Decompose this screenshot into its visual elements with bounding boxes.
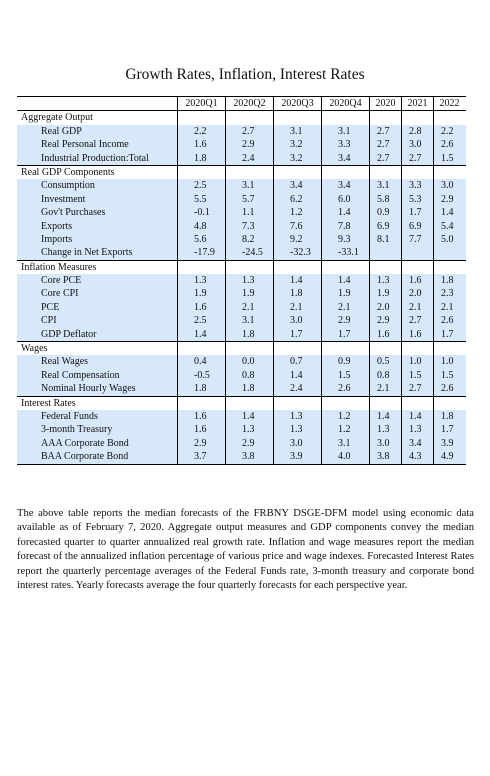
section-name: Wages [21, 343, 48, 355]
value-cell: 1.9 [369, 287, 401, 300]
value-cell: 1.4 [433, 206, 465, 219]
section-rule [17, 464, 466, 465]
column-header: 2020Q1 [177, 97, 225, 110]
row-label: Real Personal Income [41, 139, 129, 151]
value-cell: 2.5 [177, 179, 225, 192]
value-cell: 6.9 [369, 220, 401, 233]
section-spacer-cell [225, 261, 273, 274]
section-spacer-cell [273, 166, 321, 179]
value-cell: 2.6 [433, 314, 465, 327]
value-cell: 2.1 [433, 301, 465, 314]
value-cell: 2.9 [433, 193, 465, 206]
section-spacer-cell [321, 166, 369, 179]
column-header: 2020Q2 [225, 97, 273, 110]
value-cell: 1.4 [321, 274, 369, 287]
value-cell: 0.8 [225, 369, 273, 382]
table-row [17, 355, 466, 368]
row-label: Investment [41, 193, 86, 205]
section-spacer-cell [273, 342, 321, 355]
row-label: Industrial Production:Total [41, 152, 149, 164]
section-header-row [17, 166, 466, 179]
section-name: Aggregate Output [21, 112, 93, 124]
value-cell: 1.3 [273, 423, 321, 436]
row-label: Imports [41, 233, 73, 245]
value-cell: 5.7 [225, 193, 273, 206]
value-cell: 1.9 [225, 287, 273, 300]
value-cell: 3.1 [225, 314, 273, 327]
value-cell: 1.1 [225, 206, 273, 219]
value-cell: 0.7 [273, 355, 321, 368]
value-cell: 1.4 [225, 410, 273, 423]
value-cell: 2.1 [273, 301, 321, 314]
value-cell: 1.5 [433, 152, 465, 165]
value-cell: 1.7 [321, 328, 369, 341]
value-cell: 1.3 [369, 423, 401, 436]
value-cell: 1.6 [177, 301, 225, 314]
section-name: Real GDP Components [21, 166, 115, 178]
section-name: Inflation Measures [21, 261, 97, 273]
value-cell: 6.2 [273, 193, 321, 206]
value-cell: 2.5 [177, 314, 225, 327]
value-cell: 2.0 [401, 287, 433, 300]
value-cell: 3.1 [369, 179, 401, 192]
value-cell: 2.9 [369, 314, 401, 327]
value-cell: 2.2 [177, 125, 225, 138]
value-cell [401, 246, 433, 259]
value-cell: 3.8 [369, 450, 401, 463]
section-spacer-cell [321, 111, 369, 124]
value-cell: 1.9 [177, 287, 225, 300]
value-cell: 9.2 [273, 233, 321, 246]
table-row [17, 437, 466, 450]
row-label: BAA Corporate Bond [41, 451, 129, 463]
section-spacer-cell [177, 111, 225, 124]
value-cell: 7.8 [321, 220, 369, 233]
section-header-row [17, 397, 466, 410]
row-label: Gov't Purchases [41, 207, 106, 219]
value-cell: -32.3 [273, 246, 321, 259]
table-row [17, 382, 466, 395]
row-label: Core CPI [41, 288, 79, 300]
table-row [17, 314, 466, 327]
value-cell: 2.9 [225, 437, 273, 450]
value-cell: 3.0 [401, 138, 433, 151]
value-cell: 3.8 [225, 450, 273, 463]
table-row [17, 206, 466, 219]
value-cell: 1.6 [369, 328, 401, 341]
value-cell: 4.0 [321, 450, 369, 463]
section-spacer-cell [401, 261, 433, 274]
value-cell: -0.5 [177, 369, 225, 382]
section-spacer-cell [401, 166, 433, 179]
value-cell: 2.7 [369, 152, 401, 165]
column-header: 2020 [369, 97, 401, 110]
value-cell: 5.4 [433, 220, 465, 233]
value-cell: 1.9 [321, 287, 369, 300]
header-label-cell [17, 97, 177, 110]
value-cell: 1.2 [321, 423, 369, 436]
value-cell: 3.4 [321, 179, 369, 192]
section-name: Interest Rates [21, 397, 76, 409]
column-header: 2021 [401, 97, 433, 110]
table-row [17, 179, 466, 192]
value-cell: 3.1 [321, 125, 369, 138]
row-label: 3-month Treasury [41, 424, 113, 436]
value-cell: 7.7 [401, 233, 433, 246]
value-cell: 1.8 [433, 410, 465, 423]
value-cell: 3.3 [401, 179, 433, 192]
value-cell: 1.6 [401, 274, 433, 287]
value-cell: 1.8 [273, 287, 321, 300]
value-cell: 0.5 [369, 355, 401, 368]
value-cell: 1.4 [273, 274, 321, 287]
section-spacer-cell [225, 397, 273, 410]
table-row [17, 450, 466, 463]
value-cell: 0.0 [225, 355, 273, 368]
value-cell: 1.6 [177, 423, 225, 436]
table-row [17, 152, 466, 165]
section-spacer-cell [369, 397, 401, 410]
value-cell: 3.0 [273, 314, 321, 327]
value-cell: -0.1 [177, 206, 225, 219]
value-cell: 1.4 [273, 369, 321, 382]
value-cell: 1.3 [401, 423, 433, 436]
value-cell: 1.5 [433, 369, 465, 382]
row-label: Change in Net Exports [41, 247, 133, 259]
value-cell: 1.5 [321, 369, 369, 382]
value-cell: 3.0 [433, 179, 465, 192]
value-cell: 0.4 [177, 355, 225, 368]
section-header-row [17, 111, 466, 124]
section-header-row [17, 342, 466, 355]
section-spacer-cell [225, 166, 273, 179]
table-row [17, 328, 466, 341]
row-label: CPI [41, 315, 57, 327]
value-cell: 1.5 [401, 369, 433, 382]
section-spacer-cell [433, 342, 465, 355]
value-cell: 3.9 [433, 437, 465, 450]
row-label: Consumption [41, 180, 95, 192]
value-cell: 4.9 [433, 450, 465, 463]
value-cell: 0.9 [369, 206, 401, 219]
table-header-row [17, 97, 466, 110]
value-cell: 1.4 [401, 410, 433, 423]
table-row [17, 369, 466, 382]
section-spacer-cell [321, 397, 369, 410]
row-label: Exports [41, 220, 73, 232]
value-cell: 0.8 [369, 369, 401, 382]
value-cell: 1.3 [177, 274, 225, 287]
value-cell: 3.9 [273, 450, 321, 463]
value-cell: -17.9 [177, 246, 225, 259]
column-header: 2020Q3 [273, 97, 321, 110]
value-cell: 1.8 [225, 382, 273, 395]
value-cell: 4.3 [401, 450, 433, 463]
value-cell: 1.8 [225, 328, 273, 341]
value-cell: 1.2 [321, 410, 369, 423]
value-cell: 1.0 [433, 355, 465, 368]
section-spacer-cell [177, 397, 225, 410]
section-spacer-cell [321, 342, 369, 355]
table-row [17, 220, 466, 233]
value-cell: 1.8 [177, 152, 225, 165]
value-cell: 2.1 [401, 301, 433, 314]
value-cell: 1.7 [401, 206, 433, 219]
value-cell: 1.6 [177, 138, 225, 151]
section-spacer-cell [177, 342, 225, 355]
value-cell: 3.2 [273, 152, 321, 165]
row-label: PCE [41, 301, 60, 313]
value-cell: 1.8 [177, 382, 225, 395]
value-cell: 1.3 [225, 274, 273, 287]
section-spacer-cell [321, 261, 369, 274]
value-cell: 2.4 [225, 152, 273, 165]
value-cell: 2.6 [433, 382, 465, 395]
value-cell: 5.5 [177, 193, 225, 206]
value-cell: 3.4 [273, 179, 321, 192]
section-spacer-cell [225, 111, 273, 124]
value-cell: 2.7 [225, 125, 273, 138]
row-label: Nominal Hourly Wages [41, 383, 136, 395]
value-cell: 2.0 [369, 301, 401, 314]
section-spacer-cell [273, 261, 321, 274]
section-spacer-cell [433, 397, 465, 410]
value-cell: 5.8 [369, 193, 401, 206]
column-header: 2020Q4 [321, 97, 369, 110]
value-cell: 3.3 [321, 138, 369, 151]
value-cell: 2.6 [321, 382, 369, 395]
value-cell: 1.6 [401, 328, 433, 341]
value-cell [369, 246, 401, 259]
value-cell: 1.4 [321, 206, 369, 219]
value-cell: 1.7 [273, 328, 321, 341]
value-cell: 6.9 [401, 220, 433, 233]
value-cell: 2.7 [369, 138, 401, 151]
section-spacer-cell [273, 111, 321, 124]
value-cell: 6.0 [321, 193, 369, 206]
section-spacer-cell [177, 261, 225, 274]
row-label: AAA Corporate Bond [41, 437, 129, 449]
value-cell: 7.3 [225, 220, 273, 233]
table-row [17, 423, 466, 436]
value-cell: 1.3 [273, 410, 321, 423]
value-cell: 2.1 [369, 382, 401, 395]
value-cell: 1.0 [401, 355, 433, 368]
table-row [17, 301, 466, 314]
section-spacer-cell [433, 111, 465, 124]
value-cell: 1.3 [369, 274, 401, 287]
row-label: GDP Deflator [41, 328, 97, 340]
value-cell: 2.7 [401, 314, 433, 327]
section-spacer-cell [273, 397, 321, 410]
table-title: Growth Rates, Inflation, Interest Rates [125, 66, 365, 83]
value-cell: 2.4 [273, 382, 321, 395]
value-cell: 2.6 [433, 138, 465, 151]
value-cell: 1.3 [225, 423, 273, 436]
table-row [17, 246, 466, 259]
table-row [17, 287, 466, 300]
value-cell: 1.7 [433, 423, 465, 436]
section-spacer-cell [401, 111, 433, 124]
value-cell: 3.4 [321, 152, 369, 165]
value-cell: -24.5 [225, 246, 273, 259]
value-cell: 7.6 [273, 220, 321, 233]
section-spacer-cell [369, 261, 401, 274]
section-spacer-cell [433, 166, 465, 179]
value-cell: 8.2 [225, 233, 273, 246]
section-spacer-cell [401, 342, 433, 355]
table-row [17, 410, 466, 423]
row-label: Real GDP [41, 125, 82, 137]
value-cell: 3.2 [273, 138, 321, 151]
table-description: The above table reports the median forecasts of the FRBNY DSGE-DFM model using economic data available as of February 7, 2020. Aggregate output measures and GDP components convey the median forecasted quarter to quarter annualized real growth rate. Inflation and wage measures report the median forecast of the annualized inflation percentage of various price and wage indexes. Forecasted Interest Rates report the quarterly percentage averages of the Federal Funds rate, 3-month treasury and corporate bond interest rates. Yearly forecasts average the four quarterly forecasts for each perspective year. [17, 508, 474, 592]
section-spacer-cell [177, 166, 225, 179]
table-row [17, 138, 466, 151]
value-cell: 3.1 [273, 125, 321, 138]
table-row [17, 233, 466, 246]
row-label: Federal Funds [41, 410, 98, 422]
value-cell: 5.6 [177, 233, 225, 246]
value-cell: 1.4 [369, 410, 401, 423]
value-cell: 5.3 [401, 193, 433, 206]
value-cell: -33.1 [321, 246, 369, 259]
value-cell: 9.3 [321, 233, 369, 246]
row-label: Core PCE [41, 275, 82, 287]
value-cell: 2.7 [401, 152, 433, 165]
value-cell: 8.1 [369, 233, 401, 246]
row-label: Real Wages [41, 356, 89, 368]
section-spacer-cell [433, 261, 465, 274]
value-cell: 1.7 [433, 328, 465, 341]
value-cell: 2.1 [321, 301, 369, 314]
value-cell: 1.2 [273, 206, 321, 219]
value-cell: 2.2 [433, 125, 465, 138]
value-cell [433, 246, 465, 259]
section-header-row [17, 261, 466, 274]
value-cell: 0.9 [321, 355, 369, 368]
value-cell: 2.7 [401, 382, 433, 395]
value-cell: 4.8 [177, 220, 225, 233]
value-cell: 2.9 [225, 138, 273, 151]
section-spacer-cell [401, 397, 433, 410]
table-row [17, 193, 466, 206]
value-cell: 2.7 [369, 125, 401, 138]
table-row [17, 125, 466, 138]
value-cell: 3.1 [321, 437, 369, 450]
value-cell: 3.0 [273, 437, 321, 450]
section-spacer-cell [369, 166, 401, 179]
forecast-table [17, 96, 466, 465]
value-cell: 2.3 [433, 287, 465, 300]
value-cell: 1.4 [177, 328, 225, 341]
value-cell: 1.8 [433, 274, 465, 287]
section-spacer-cell [369, 111, 401, 124]
value-cell: 1.6 [177, 410, 225, 423]
value-cell: 3.1 [225, 179, 273, 192]
value-cell: 2.9 [177, 437, 225, 450]
value-cell: 3.7 [177, 450, 225, 463]
value-cell: 5.0 [433, 233, 465, 246]
row-label: Real Compensation [41, 369, 120, 381]
value-cell: 2.8 [401, 125, 433, 138]
value-cell: 2.1 [225, 301, 273, 314]
section-spacer-cell [225, 342, 273, 355]
table-row [17, 274, 466, 287]
value-cell: 2.9 [321, 314, 369, 327]
value-cell: 3.4 [401, 437, 433, 450]
value-cell: 3.0 [369, 437, 401, 450]
section-spacer-cell [369, 342, 401, 355]
column-header: 2022 [433, 97, 465, 110]
